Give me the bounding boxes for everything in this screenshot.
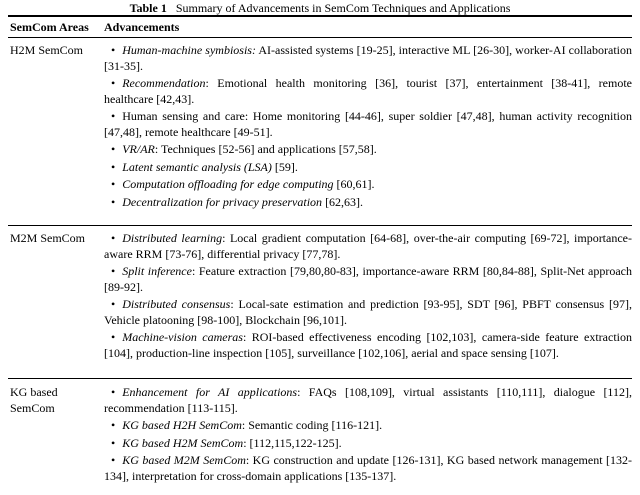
table-row [8,226,632,379]
item-lead: Latent semantic analysis (LSA) [122,159,272,174]
item-text: : Local gradient computation [64-68], over-the-air computing [69-72], importance-aware RRM [73-76], differential privacy [77,78]. [104,231,632,261]
advancements-cell [104,231,632,361]
area-label: M2M SemCom [10,231,86,245]
table-caption-label: Table 1 [129,1,167,15]
bullet-icon: • [111,43,116,57]
item-text: : KG construction and update [126-131], KG based network management [132-134], interpretation for cross-domain applications [135-137]. [104,453,632,483]
bullet-icon: • [111,194,116,209]
advancement-item [104,43,632,74]
item-lead: Distributed consensus [122,297,231,311]
item-lead: KG based M2M SemCom [122,453,246,467]
advancement-item [104,453,632,484]
item-lead: KG based H2H SemCom [122,418,242,432]
advancement-item [104,297,632,328]
column-header-semcom-areas: SemCom Areas [10,20,89,34]
bullet-icon: • [111,418,116,432]
advancements-cell [104,385,632,484]
item-text: : Techniques [52-56] and applications [57,58]. [154,142,377,156]
item-lead: Split inference [122,264,192,278]
bullet-icon: • [111,297,116,311]
bullet-icon: • [111,142,116,156]
item-text: : Emotional health monitoring [36], tourist [37], entertainment [38-41], remote healthcare [42,43]. [104,76,632,106]
item-text: : Semantic coding [116-121]. [241,418,383,432]
item-text: : Local-sate estimation and prediction [93-95], SDT [96], PBFT consensus [97], Vehicle platooning [98-100], Blockchain [96,101]. [104,297,632,327]
semcom-advancements-table [8,0,632,484]
table-header-row [8,17,632,38]
advancement-item [104,436,632,452]
item-lead: Distributed learning [122,231,223,245]
table-row [8,38,632,226]
item-text: Human sensing and care: Home monitoring [44-46], super soldier [47,48], human activity recognition [47,48], remote healthcare [49-51]. [104,109,632,139]
item-lead: Human-machine symbiosis: [122,43,256,57]
table-caption-text: Summary of Advancements in SemCom Techniques and Applications [175,1,511,15]
bullet-icon: • [111,76,116,90]
advancement-item [104,160,632,176]
bullet-icon: • [111,109,116,123]
item-text: [59]. [271,159,298,174]
item-text: : FAQs [108,109], virtual assistants [110,111], dialogue [112], recommendation [113-115]. [104,385,632,415]
bullet-icon: • [111,177,116,191]
column-header-advancements: Advancements [104,20,180,34]
advancement-item [104,264,632,295]
advancement-item [104,76,632,107]
advancement-item [104,418,632,434]
bullet-icon: • [111,453,116,467]
item-lead: Computation offloading for edge computing [122,177,334,191]
advancement-item [104,330,632,361]
item-text: [62,63]. [322,194,364,209]
advancement-item [104,142,632,158]
advancements-cell [104,43,632,210]
bullet-icon: • [111,159,116,174]
area-label: KG based SemCom [10,385,58,415]
bullet-icon: • [111,264,116,278]
advancement-item [104,231,632,262]
bullet-icon: • [111,385,116,399]
bullet-icon: • [111,231,116,245]
bullet-icon: • [111,435,116,450]
table-body [8,38,632,484]
item-lead: Decentralization for privacy preservation [122,194,323,209]
item-lead: Enhancement for AI applications [122,385,298,399]
table-caption [8,0,632,17]
item-text: : Feature extraction [79,80,80-83], importance-aware RRM [80,84-88], Split-Net approach [89-92]. [104,264,632,294]
item-text: : [112,115,122-125]. [243,435,342,450]
item-lead: Recommendation [122,76,206,90]
item-lead: Machine-vision cameras [122,330,243,344]
item-text: : ROI-based effectiveness encoding [102,103], camera-side feature extraction [104], production-line inspection [105], surveillance [102,106], aerial and space sensing [107]. [104,330,632,360]
item-lead: VR/AR [122,142,155,156]
bullet-icon: • [111,330,116,344]
item-lead: KG based H2M SemCom [122,435,244,450]
advancement-item [104,385,632,416]
advancement-item [104,109,632,140]
table-row [8,379,632,484]
advancement-item [104,177,632,193]
area-label: H2M SemCom [10,43,84,57]
advancement-item [104,195,632,211]
item-text: [60,61]. [333,177,375,191]
item-text: AI-assisted systems [19-25], interactive ML [26-30], worker-AI collaboration [31-35]. [104,43,632,73]
